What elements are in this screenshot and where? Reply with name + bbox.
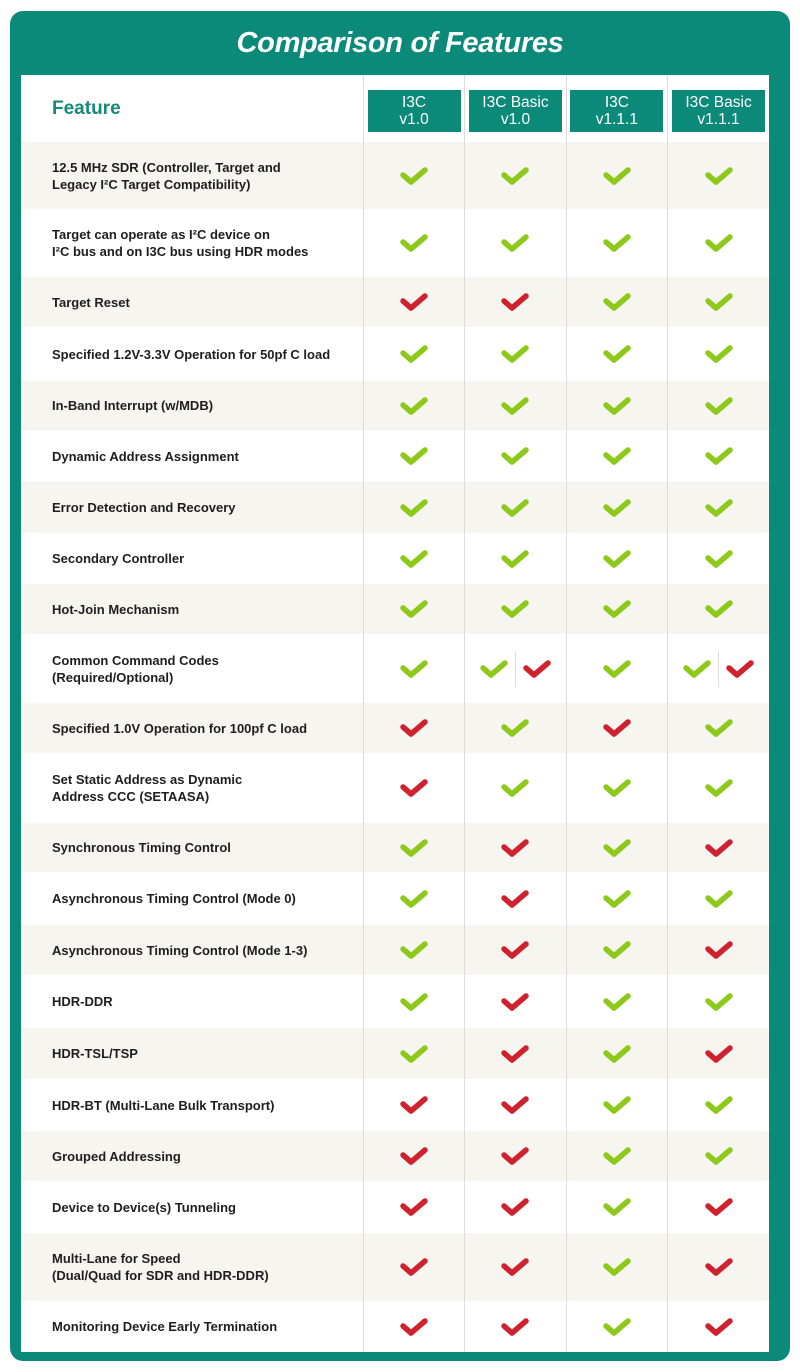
support-cell [465,209,566,277]
support-cell [465,1181,566,1233]
red-check-icon [704,1196,734,1218]
feature-name [21,381,363,430]
feature-name-line1: Target can operate as I²C device on [52,227,270,242]
red-check-icon [500,1145,530,1167]
green-check-icon [602,1196,632,1218]
green-check-icon [704,291,734,313]
green-check-icon [602,658,632,680]
split-divider [515,651,516,687]
required-optional-split [682,651,755,687]
table-row [21,872,769,925]
feature-column-header: Feature [52,97,121,119]
green-check-icon [704,717,734,739]
support-cell [465,482,566,533]
support-cell [465,823,566,872]
feature-name [21,1079,363,1131]
red-check-icon [725,658,755,680]
split-divider [718,651,719,687]
green-check-icon [602,1256,632,1278]
support-cell [363,634,464,703]
green-check-icon [704,395,734,417]
table-row [21,430,769,482]
support-cell [363,872,464,925]
version-name: I3C Basic [685,93,752,111]
red-check-icon [704,1043,734,1065]
green-check-icon [399,991,429,1013]
version-name: I3C [604,93,629,111]
support-cell [566,1028,667,1079]
red-check-icon [399,1145,429,1167]
green-check-icon [602,991,632,1013]
green-check-icon [704,1094,734,1116]
support-cell [566,277,667,327]
red-check-icon [500,939,530,961]
support-cell [566,430,667,482]
feature-name [21,1181,363,1233]
version-badge [368,90,461,132]
support-cell [668,925,769,975]
support-cell [566,482,667,533]
support-cell [566,1301,667,1352]
red-check-icon [704,939,734,961]
green-check-icon [399,548,429,570]
support-cell [566,703,667,753]
green-check-icon [500,395,530,417]
support-cell [465,381,566,430]
support-cell [668,1028,769,1079]
table-row [21,975,769,1028]
feature-name [21,1028,363,1079]
table-row [21,1181,769,1233]
support-cell [566,381,667,430]
green-check-icon [704,598,734,620]
green-check-icon [399,939,429,961]
green-check-icon [399,445,429,467]
support-cell [363,1079,464,1131]
red-check-icon [704,1316,734,1338]
version-number: v1.0 [399,110,429,128]
feature-name [21,584,363,634]
support-cell [668,584,769,634]
green-check-icon [602,165,632,187]
feature-name [21,1131,363,1181]
support-cell [363,381,464,430]
version-header-i3c-v1-0 [363,75,464,142]
green-check-icon [704,991,734,1013]
support-cell [465,1131,566,1181]
green-check-icon [602,939,632,961]
feature-name-line1: 12.5 MHz SDR (Controller, Target and [52,159,281,175]
support-cell [465,533,566,584]
red-check-icon [500,1316,530,1338]
feature-rows [21,142,769,1352]
red-check-icon [500,888,530,910]
green-check-icon [602,888,632,910]
support-cell [668,1131,769,1181]
table-row [21,1028,769,1079]
green-check-icon [602,445,632,467]
header-row [21,75,769,142]
green-check-icon [704,232,734,254]
support-cell [465,1233,566,1301]
feature-name [21,142,363,209]
feature-name-line1: In-Band Interrupt (w/MDB) [52,398,214,413]
red-check-icon [399,291,429,313]
green-check-icon [399,232,429,254]
feature-name [21,872,363,925]
version-badge [672,90,765,132]
green-check-icon [399,395,429,417]
feature-name-line1: HDR-DDR [52,994,113,1009]
support-cell [363,482,464,533]
feature-name-line1: Monitoring Device Early Termination [52,1319,278,1334]
green-check-icon [500,717,530,739]
green-check-icon [682,658,712,680]
red-check-icon [500,1043,530,1065]
green-check-icon [399,497,429,519]
support-cell [668,975,769,1028]
support-cell [363,209,464,277]
support-cell [566,142,667,209]
version-badge [570,90,663,132]
support-cell [668,209,769,277]
green-check-icon [500,497,530,519]
red-check-icon [399,1094,429,1116]
green-check-icon [399,837,429,859]
support-cell [363,533,464,584]
support-cell [363,753,464,823]
table-row [21,533,769,584]
feature-name-line2: I²C bus and on I3C bus using HDR modes [52,244,309,259]
green-check-icon [399,1043,429,1065]
feature-name [21,634,363,703]
green-check-icon [500,343,530,365]
support-cell [465,1028,566,1079]
feature-name [21,327,363,381]
feature-name [21,482,363,533]
feature-name-line1: Secondary Controller [52,551,185,566]
support-cell [566,1131,667,1181]
red-check-icon [500,1196,530,1218]
red-check-icon [500,991,530,1013]
support-cell [668,823,769,872]
support-cell [668,703,769,753]
green-check-icon [602,291,632,313]
green-check-icon [602,497,632,519]
support-cell [566,533,667,584]
table-row [21,823,769,872]
support-cell [363,975,464,1028]
green-check-icon [602,1043,632,1065]
support-cell [363,823,464,872]
support-cell [465,1301,566,1352]
red-check-icon [399,777,429,799]
support-cell [465,634,566,703]
green-check-icon [704,497,734,519]
version-name: I3C [402,93,427,111]
support-cell [465,277,566,327]
feature-name-line1: Asynchronous Timing Control (Mode 1-3) [52,942,308,958]
support-cell [668,634,769,703]
green-check-icon [602,1316,632,1338]
feature-name-line1: Hot-Join Mechanism [52,601,180,617]
support-cell [363,142,464,209]
red-check-icon [399,1316,429,1338]
red-check-icon [522,658,552,680]
table-row [21,209,769,277]
support-cell [566,584,667,634]
feature-name [21,753,363,823]
green-check-icon [500,165,530,187]
green-check-icon [399,658,429,680]
red-check-icon [704,837,734,859]
support-cell [363,1028,464,1079]
support-cell [465,703,566,753]
feature-name-line1: Error Detection and Recovery [52,500,236,515]
green-check-icon [704,165,734,187]
green-check-icon [500,777,530,799]
support-cell [566,823,667,872]
green-check-icon [602,777,632,799]
support-cell [668,430,769,482]
feature-name-line1: HDR-TSL/TSP [52,1046,138,1061]
green-check-icon [704,343,734,365]
support-cell [566,753,667,823]
feature-name-line2: (Dual/Quad for SDR and HDR-DDR) [52,1268,269,1283]
support-cell [363,327,464,381]
green-check-icon [500,598,530,620]
support-cell [465,430,566,482]
feature-name-line1: Grouped Addressing [52,1148,181,1164]
support-cell [465,1079,566,1131]
feature-name-line1: Common Command Codes [52,652,219,668]
feature-name-line2: Address CCC (SETAASA) [52,789,210,804]
table-row [21,1233,769,1301]
version-header-i3c-v1-1-1 [566,75,667,142]
green-check-icon [704,888,734,910]
version-number: v1.1.1 [697,110,740,128]
table-row [21,634,769,703]
feature-name [21,533,363,584]
support-cell [465,584,566,634]
green-check-icon [704,1145,734,1167]
red-check-icon [704,1256,734,1278]
support-cell [465,872,566,925]
support-cell [363,1301,464,1352]
table-row [21,482,769,533]
table-row [21,1131,769,1181]
support-cell [465,753,566,823]
support-cell [363,1233,464,1301]
green-check-icon [602,343,632,365]
feature-name-line1: Multi-Lane for Speed [52,1251,181,1266]
green-check-icon [704,445,734,467]
green-check-icon [704,548,734,570]
support-cell [668,533,769,584]
version-header-i3c-basic-v1-0 [465,75,566,142]
feature-name [21,823,363,872]
red-check-icon [399,1256,429,1278]
version-badge [469,90,562,132]
feature-name-line1: Set Static Address as Dynamic [52,772,243,787]
version-name: I3C Basic [482,93,549,111]
support-cell [465,327,566,381]
feature-name-line2: Legacy I²C Target Compatibility) [52,176,251,192]
support-cell [668,1233,769,1301]
green-check-icon [602,395,632,417]
green-check-icon [479,658,509,680]
red-check-icon [500,837,530,859]
support-cell [668,1301,769,1352]
support-cell [363,1181,464,1233]
support-cell [465,142,566,209]
support-cell [363,430,464,482]
support-cell [566,1233,667,1301]
table-row [21,703,769,753]
feature-comparison-table [21,75,769,1352]
support-cell [363,1131,464,1181]
support-cell [566,327,667,381]
green-check-icon [399,165,429,187]
page-title: Comparison of Features [236,26,564,59]
green-check-icon [602,548,632,570]
feature-name [21,1301,363,1352]
green-check-icon [399,343,429,365]
table-row [21,1079,769,1131]
table-row [21,753,769,823]
feature-name [21,925,363,975]
comparison-table-container [21,75,769,1350]
support-cell [363,277,464,327]
green-check-icon [602,598,632,620]
support-cell [566,1181,667,1233]
feature-name [21,1233,363,1301]
green-check-icon [602,837,632,859]
feature-name-line1: Specified 1.2V-3.3V Operation for 50pf C load [52,346,331,362]
support-cell [566,925,667,975]
support-cell [363,925,464,975]
red-check-icon [500,1256,530,1278]
required-optional-split [479,651,552,687]
version-number: v1.1.1 [595,110,638,128]
feature-name [21,277,363,327]
green-check-icon [602,232,632,254]
support-cell [363,584,464,634]
support-cell [668,277,769,327]
red-check-icon [500,1094,530,1116]
comparison-panel [10,11,790,1361]
green-check-icon [500,445,530,467]
green-check-icon [500,548,530,570]
green-check-icon [602,1145,632,1167]
support-cell [465,925,566,975]
table-row [21,381,769,430]
feature-name [21,430,363,482]
feature-name [21,209,363,277]
support-cell [668,1181,769,1233]
red-check-icon [399,717,429,739]
support-cell [363,703,464,753]
version-number: v1.0 [500,110,531,128]
green-check-icon [602,1094,632,1116]
feature-name-line1: Device to Device(s) Tunneling [52,1199,236,1215]
support-cell [668,327,769,381]
green-check-icon [500,232,530,254]
green-check-icon [399,888,429,910]
red-check-icon [602,717,632,739]
table-row [21,142,769,209]
support-cell [465,975,566,1028]
red-check-icon [500,291,530,313]
table-row [21,925,769,975]
support-cell [566,872,667,925]
support-cell [566,634,667,703]
feature-name-line1: Dynamic Address Assignment [52,448,239,464]
feature-name-line1: Specified 1.0V Operation for 100pf C load [52,720,308,736]
support-cell [668,482,769,533]
support-cell [566,1079,667,1131]
feature-name-line2: (Required/Optional) [52,669,174,685]
feature-name [21,975,363,1028]
support-cell [668,381,769,430]
feature-name-line1: HDR-BT (Multi-Lane Bulk Transport) [52,1097,275,1113]
table-row [21,327,769,381]
support-cell [668,1079,769,1131]
table-row [21,584,769,634]
support-cell [668,142,769,209]
support-cell [668,753,769,823]
feature-name-line1: Asynchronous Timing Control (Mode 0) [52,891,296,906]
feature-name-line1: Target Reset [52,294,130,310]
support-cell [566,209,667,277]
green-check-icon [399,598,429,620]
support-cell [566,975,667,1028]
red-check-icon [399,1196,429,1218]
feature-name-line1: Synchronous Timing Control [52,840,231,855]
table-row [21,1301,769,1352]
green-check-icon [704,777,734,799]
feature-name [21,703,363,753]
table-row [21,277,769,327]
support-cell [668,872,769,925]
version-header-i3c-basic-v1-1-1 [668,75,769,142]
